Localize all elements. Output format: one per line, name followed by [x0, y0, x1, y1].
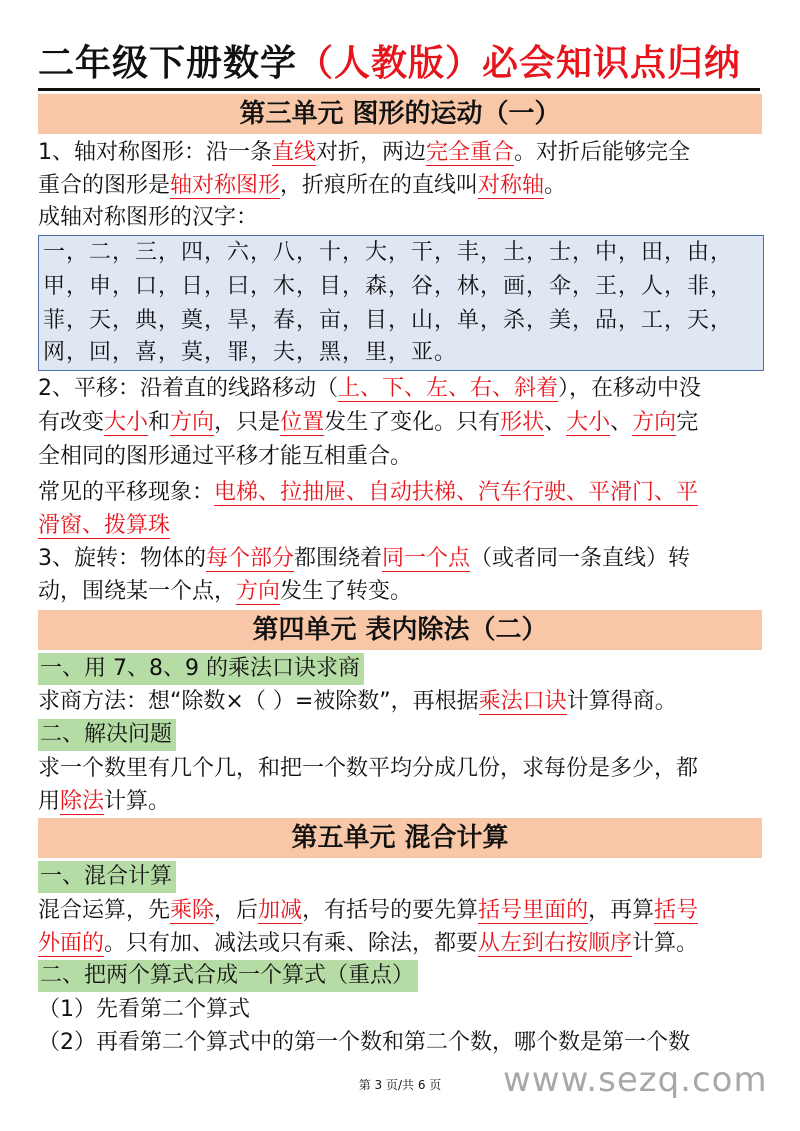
unit3-para1-line1: 1、轴对称图形：沿一条直线对折，两边完全重合。对折后能够完全 — [38, 140, 691, 165]
unit4-heading: 第四单元 表内除法（二） — [38, 610, 762, 650]
combine-step-2: （2）再看第二个算式中的第一个数和第二个数，哪个数是第一个数 — [38, 1030, 690, 1055]
translation-line2: 有改变大小和方向，只是位置发生了变化。只有形状、大小、方向完 — [38, 410, 699, 435]
symmetric-chars-box — [38, 235, 764, 371]
translation-examples-line1: 常见的平移现象：电梯、拉抽屉、自动扶梯、汽车行驶、平滑门、平 — [38, 480, 699, 505]
mixed-ops-line2: 外面的。只有加、减法或只有乘、除法，都要从左到右按顺序计算。 — [38, 931, 699, 956]
translation-examples-line2: 滑窗、拨算珠 — [38, 513, 171, 538]
problem-solving-line1: 求一个数里有几个几，和把一个数平均分成几份，求每份是多少，都 — [38, 756, 699, 781]
chars-row: 甲，申，口，日，曰，木，目，森，谷，林，画，伞，王，人，非， — [43, 274, 734, 299]
title-red: （人教版）必会知识点归纳 — [297, 43, 742, 84]
unit4-subheading-2: 二、解决问题 — [38, 719, 176, 751]
unit3-heading: 第三单元 图形的运动（一） — [38, 94, 762, 134]
chars-row: 菲，天，典，奠，旱，春，亩，目，山，单，杀，美，品，工，天， — [43, 308, 734, 333]
problem-solving-line2: 用除法计算。 — [38, 789, 171, 814]
unit3-para1-line2: 重合的图形是轴对称图形，折痕所在的直线叫对称轴。 — [38, 173, 567, 198]
watermark: www.sezq.com — [503, 1060, 768, 1100]
title-black: 二年级下册数学 — [38, 43, 298, 84]
title-underline — [38, 88, 760, 91]
quotient-method: 求商方法：想“除数×（ ）=被除数”，再根据乘法口诀计算得商。 — [38, 689, 677, 714]
rotation-line1: 3、旋转：物体的每个部分都围绕着同一个点（或者同一条直线）转 — [38, 546, 691, 571]
symmetric-chars-label: 成轴对称图形的汉字： — [38, 205, 259, 230]
unit5-subheading-1: 一、混合计算 — [38, 861, 176, 893]
unit4-subheading-1: 一、用 7、8、9 的乘法口诀求商 — [38, 653, 364, 685]
chars-row: 一，二，三，四，六，八，十，大，干，丰，土，士，中，田，由， — [43, 240, 734, 265]
unit5-subheading-2: 二、把两个算式合成一个算式（重点） — [38, 960, 418, 992]
unit5-heading: 第五单元 混合计算 — [38, 818, 762, 858]
rotation-line2: 动，围绕某一个点，方向发生了转变。 — [38, 579, 413, 604]
translation-line1: 2、平移：沿着直的线路移动（上、下、左、右、斜着），在移动中没 — [38, 376, 702, 401]
mixed-ops-line1: 混合运算，先乘除，后加减，有括号的要先算括号里面的，再算括号 — [38, 898, 699, 923]
page-footer: 第 3 页/共 6 页 — [358, 1078, 442, 1092]
combine-step-1: （1）先看第二个算式 — [38, 997, 250, 1022]
chars-row: 网，回，喜，莫，罪，夫，黑，里，亚。 — [43, 340, 458, 365]
page-title — [38, 40, 768, 88]
translation-line3: 全相同的图形通过平移才能互相重合。 — [38, 444, 413, 469]
